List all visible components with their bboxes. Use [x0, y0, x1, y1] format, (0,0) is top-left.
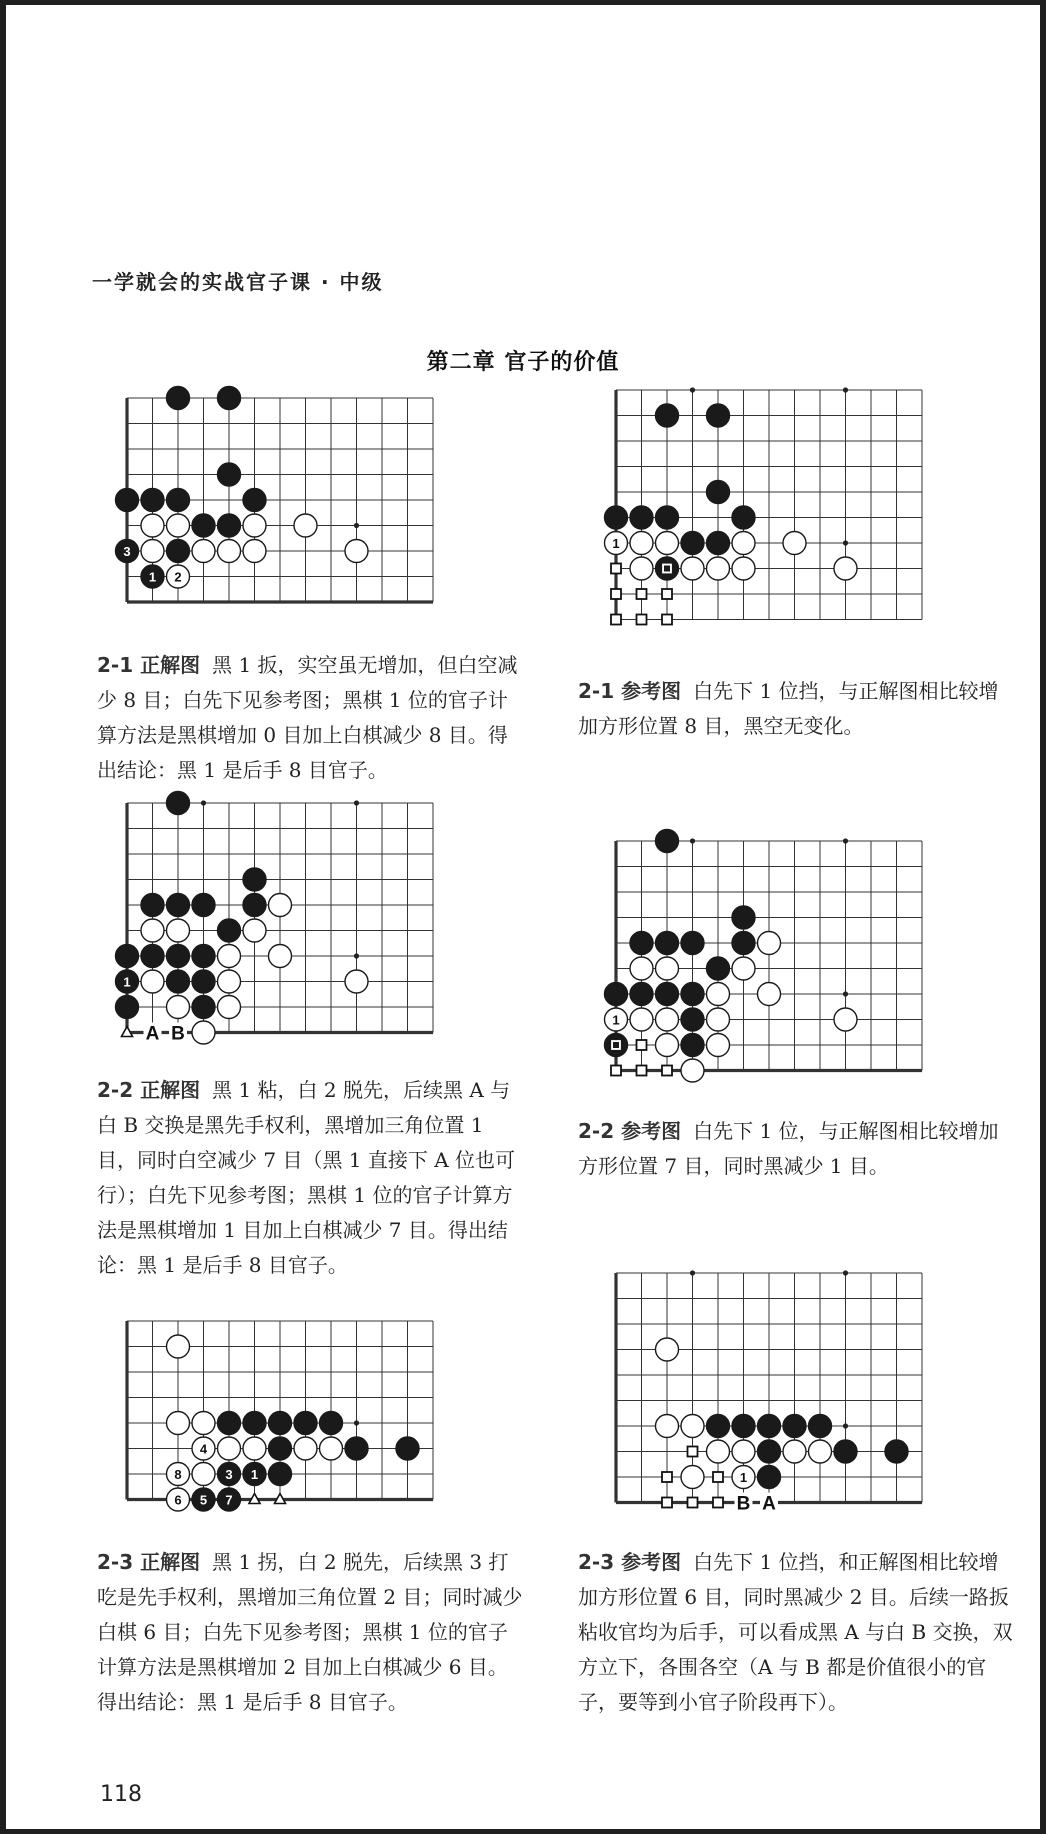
- black-stone: [116, 996, 139, 1019]
- go-diagram-2-3-main: [126, 1318, 481, 1530]
- black-stone: [732, 1415, 755, 1438]
- black-stone: [192, 970, 215, 993]
- white-stone: [192, 1021, 215, 1044]
- move-number: 7: [225, 1492, 233, 1508]
- black-stone: [732, 506, 755, 529]
- black-stone: [218, 463, 241, 486]
- black-stone: [681, 1008, 704, 1031]
- white-stone: [192, 1437, 215, 1460]
- black-stone: [167, 792, 190, 815]
- white-stone: [707, 1034, 730, 1057]
- white-stone: [167, 514, 190, 537]
- white-stone: [243, 540, 266, 563]
- square-mark: [637, 1066, 647, 1076]
- white-stone: [167, 919, 190, 942]
- black-stone: [885, 1440, 908, 1463]
- square-mark: [688, 1447, 698, 1457]
- black-stone: [707, 1415, 730, 1438]
- white-stone: [656, 1415, 679, 1438]
- go-diagram-2-2-main: [123, 800, 481, 1055]
- go-diagram-2-2-ref: [612, 838, 970, 1093]
- black-stone: [167, 387, 190, 410]
- square-mark: [713, 1472, 723, 1482]
- white-stone: [192, 1412, 215, 1435]
- black-stone: [218, 387, 241, 410]
- black-stone: [758, 1466, 781, 1489]
- move-number: 3: [225, 1467, 233, 1482]
- star-point: [201, 800, 206, 805]
- black-stone: [192, 1488, 215, 1511]
- black-stone: [167, 945, 190, 968]
- white-stone: [605, 1008, 628, 1031]
- move-number: 3: [123, 544, 131, 559]
- square-mark-inner: [664, 566, 670, 572]
- black-stone: [605, 983, 628, 1006]
- black-stone: [269, 1437, 292, 1460]
- black-stone: [707, 957, 730, 980]
- caption-text: 白先下 1 位，与正解图相比较增加方形位置 7 目，同时黑减少 1 目。: [578, 1119, 999, 1178]
- black-stone: [758, 1415, 781, 1438]
- go-diagram-2-1-ref: [612, 387, 970, 642]
- star-point: [843, 540, 848, 545]
- caption-2-3-main: [97, 1545, 527, 1720]
- go-diagram-2-1-main: [123, 395, 481, 627]
- white-stone: [269, 945, 292, 968]
- move-number: 1: [739, 1470, 748, 1485]
- black-stone: [141, 489, 164, 512]
- white-stone: [320, 1437, 343, 1460]
- square-mark: [662, 1498, 672, 1508]
- white-stone: [269, 894, 292, 917]
- star-point: [354, 800, 359, 805]
- move-number: 1: [250, 1467, 259, 1482]
- black-stone: [783, 1415, 806, 1438]
- white-stone: [218, 945, 241, 968]
- black-stone: [167, 489, 190, 512]
- black-stone: [707, 404, 730, 427]
- black-stone: [758, 1440, 781, 1463]
- square-mark: [662, 589, 672, 599]
- black-stone: [834, 1440, 857, 1463]
- caption-2-3-ref: [578, 1545, 1014, 1720]
- white-stone: [630, 1008, 653, 1031]
- white-stone: [656, 532, 679, 555]
- black-stone: [243, 868, 266, 891]
- white-stone: [707, 1008, 730, 1031]
- caption-2-1-ref: [578, 674, 1014, 744]
- caption-2-2-main: [97, 1073, 527, 1283]
- white-stone: [243, 919, 266, 942]
- black-stone: [141, 565, 164, 588]
- white-stone: [294, 514, 317, 537]
- caption-label: 2-3 参考图: [578, 1550, 682, 1574]
- black-stone: [243, 1412, 266, 1435]
- square-mark: [637, 1040, 647, 1050]
- white-stone: [630, 532, 653, 555]
- white-stone: [218, 1437, 241, 1460]
- black-stone: [192, 514, 215, 537]
- caption-text: 白先下 1 位挡，和正解图相比较增加方形位置 6 目，同时黑减少 2 目。后续一路扳粘收官均为后手，可以看成黑 A 与白 B 交换，双方立下，各围各空（A 与 B 都是价值很小的官子，要等到小官子阶段再下）。: [578, 1550, 1013, 1714]
- white-stone: [345, 970, 368, 993]
- star-point: [354, 953, 359, 958]
- black-stone: [243, 489, 266, 512]
- black-stone: [707, 532, 730, 555]
- black-stone: [192, 996, 215, 1019]
- black-stone: [167, 970, 190, 993]
- black-stone: [269, 1463, 292, 1486]
- black-stone: [630, 932, 653, 955]
- square-mark: [637, 589, 647, 599]
- black-stone: [681, 983, 704, 1006]
- white-stone: [167, 996, 190, 1019]
- square-mark: [688, 1498, 698, 1508]
- go-diagram-2-3-ref: [615, 1270, 970, 1525]
- black-stone: [605, 1034, 628, 1057]
- white-stone: [141, 919, 164, 942]
- black-stone: [656, 932, 679, 955]
- white-stone: [732, 1466, 755, 1489]
- point-label: A: [145, 1023, 160, 1045]
- square-mark-inner: [613, 1042, 619, 1048]
- white-stone: [707, 557, 730, 580]
- move-number: 4: [199, 1441, 208, 1457]
- white-stone: [141, 514, 164, 537]
- point-label: A: [762, 1493, 776, 1515]
- white-stone: [834, 1008, 857, 1031]
- white-stone: [809, 1440, 832, 1463]
- white-stone: [758, 983, 781, 1006]
- black-stone: [656, 404, 679, 427]
- black-stone: [218, 1488, 241, 1511]
- white-stone: [243, 514, 266, 537]
- white-stone: [656, 1338, 679, 1361]
- running-header: 一学就会的实战官子课 · 中级: [92, 270, 384, 294]
- caption-2-2-ref: [578, 1114, 1014, 1184]
- white-stone: [167, 1412, 190, 1435]
- white-stone: [218, 970, 241, 993]
- star-point: [354, 1420, 359, 1425]
- caption-text: 黑 1 粘，白 2 脱先，后续黑 A 与白 B 交换是黑先手权利，黑增加三角位置 1 目，同时白空减少 7 目（黑 1 直接下 A 位也可行）；白先下见参考图；黑棋 1 位的官子计算方法是黑棋增加 1 目加上白棋减少 7 目。得出结论：黑 1 是后手 8 目官子。: [97, 1078, 516, 1277]
- black-stone: [656, 983, 679, 1006]
- white-stone: [605, 532, 628, 555]
- point-label: B: [736, 1493, 751, 1515]
- white-stone: [192, 1463, 215, 1486]
- caption-label: 2-3 正解图: [97, 1550, 201, 1574]
- white-stone: [681, 1059, 704, 1082]
- white-stone: [243, 1437, 266, 1460]
- black-stone: [656, 830, 679, 853]
- white-stone: [732, 532, 755, 555]
- caption-label: 2-1 参考图: [578, 679, 682, 703]
- black-stone: [656, 506, 679, 529]
- white-stone: [758, 932, 781, 955]
- black-stone: [269, 1412, 292, 1435]
- black-stone: [243, 1463, 266, 1486]
- point-label: B: [171, 1023, 185, 1045]
- black-stone: [141, 894, 164, 917]
- caption-text: 黑 1 扳，实空虽无增加，但白空减少 8 目；白先下见参考图；黑棋 1 位的官子计算方法是黑棋增加 0 目加上白棋减少 8 目。得出结论：黑 1 是后手 8 目官子。: [97, 653, 518, 782]
- star-point: [690, 1270, 695, 1275]
- star-point: [843, 387, 848, 392]
- star-point: [690, 387, 695, 392]
- black-stone: [630, 506, 653, 529]
- black-stone: [116, 970, 139, 993]
- black-stone: [707, 481, 730, 504]
- black-stone: [294, 1412, 317, 1435]
- caption-label: 2-2 正解图: [97, 1078, 201, 1102]
- black-stone: [605, 506, 628, 529]
- black-stone: [116, 945, 139, 968]
- black-stone: [681, 1034, 704, 1057]
- black-stone: [681, 932, 704, 955]
- black-stone: [218, 514, 241, 537]
- white-stone: [681, 1415, 704, 1438]
- move-number: 1: [148, 569, 157, 585]
- black-stone: [732, 932, 755, 955]
- black-stone: [116, 540, 139, 563]
- white-stone: [218, 540, 241, 563]
- square-mark: [662, 1066, 672, 1076]
- white-stone: [656, 957, 679, 980]
- white-stone: [630, 957, 653, 980]
- black-stone: [218, 1412, 241, 1435]
- black-stone: [141, 945, 164, 968]
- black-stone: [218, 1463, 241, 1486]
- black-stone: [630, 983, 653, 1006]
- star-point: [843, 991, 848, 996]
- black-stone: [732, 906, 755, 929]
- white-stone: [167, 1463, 190, 1486]
- black-stone: [396, 1437, 419, 1460]
- black-stone: [218, 919, 241, 942]
- page-number: 118: [100, 1782, 142, 1807]
- caption-text: 白先下 1 位挡，与正解图相比较增加方形位置 8 目，黑空无变化。: [578, 679, 999, 738]
- white-stone: [294, 1437, 317, 1460]
- white-stone: [167, 565, 190, 588]
- white-stone: [732, 957, 755, 980]
- caption-text: 黑 1 拐，白 2 脱先，后续黑 3 打吃是先手权利，黑增加三角位置 2 目；同时减少白棋 6 目；白先下见参考图；黑棋 1 位的官子计算方法是黑棋增加 2 目加上白棋减少 6 目。得出结论：黑 1 是后手 8 目官子。: [97, 1550, 523, 1714]
- white-stone: [192, 540, 215, 563]
- black-stone: [167, 540, 190, 563]
- square-mark: [611, 564, 621, 574]
- black-stone: [320, 1412, 343, 1435]
- white-stone: [630, 557, 653, 580]
- black-stone: [167, 894, 190, 917]
- black-stone: [681, 532, 704, 555]
- move-number: 1: [612, 1012, 620, 1028]
- white-stone: [141, 540, 164, 563]
- move-number: 8: [174, 1467, 182, 1482]
- move-number: 1: [612, 536, 620, 551]
- black-stone: [809, 1415, 832, 1438]
- black-stone: [192, 894, 215, 917]
- white-stone: [707, 1440, 730, 1463]
- white-stone: [218, 996, 241, 1019]
- white-stone: [732, 1440, 755, 1463]
- square-mark: [611, 589, 621, 599]
- square-mark: [611, 1066, 621, 1076]
- black-stone: [345, 1437, 368, 1460]
- square-mark: [611, 615, 621, 625]
- caption-2-1-main: [97, 648, 527, 788]
- black-stone: [243, 894, 266, 917]
- star-point: [354, 523, 359, 528]
- square-mark: [662, 1472, 672, 1482]
- black-stone: [116, 489, 139, 512]
- chapter-title: 第二章 官子的价值: [426, 350, 620, 375]
- white-stone: [783, 1440, 806, 1463]
- move-number: 6: [174, 1492, 182, 1508]
- move-number: 1: [123, 974, 131, 990]
- star-point: [843, 1423, 848, 1428]
- white-stone: [707, 983, 730, 1006]
- white-stone: [681, 557, 704, 580]
- move-number: 2: [174, 569, 182, 585]
- white-stone: [167, 1488, 190, 1511]
- black-stone: [192, 945, 215, 968]
- white-stone: [167, 1335, 190, 1358]
- square-mark: [662, 615, 672, 625]
- caption-label: 2-2 参考图: [578, 1119, 682, 1143]
- white-stone: [345, 540, 368, 563]
- white-stone: [141, 970, 164, 993]
- white-stone: [656, 1034, 679, 1057]
- star-point: [690, 838, 695, 843]
- square-mark: [637, 615, 647, 625]
- white-stone: [681, 1466, 704, 1489]
- square-mark: [713, 1498, 723, 1508]
- white-stone: [783, 532, 806, 555]
- white-stone: [656, 1008, 679, 1031]
- caption-label: 2-1 正解图: [97, 653, 201, 677]
- white-stone: [834, 557, 857, 580]
- move-number: 5: [199, 1492, 208, 1508]
- black-stone: [656, 557, 679, 580]
- star-point: [843, 838, 848, 843]
- white-stone: [732, 557, 755, 580]
- star-point: [843, 1270, 848, 1275]
